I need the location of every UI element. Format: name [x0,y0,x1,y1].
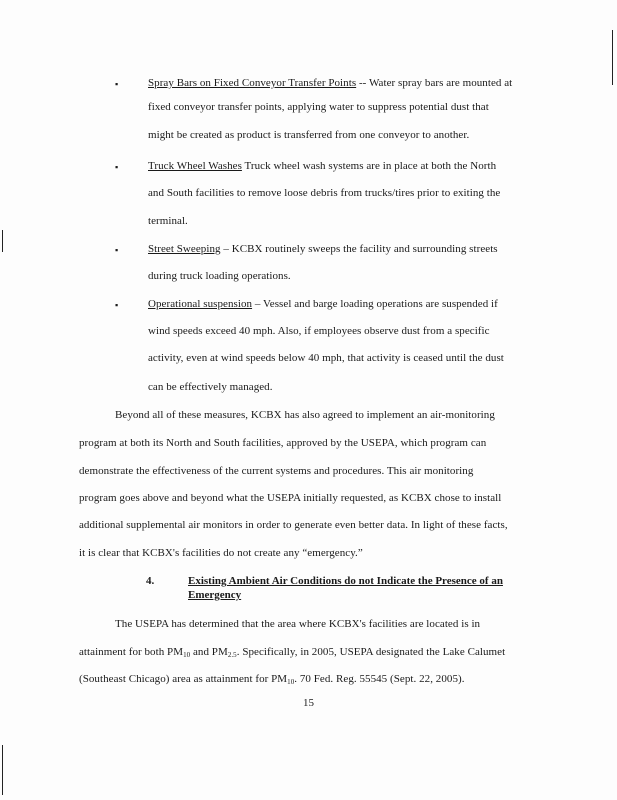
paragraph-line: it is clear that KCBX's facilities do not create any “emergency.” [79,547,363,559]
paragraph-line: The USEPA has determined that the area where KCBX's facilities are located is in [115,618,481,630]
bullet-symbol: ▪ [115,79,119,89]
bullet-line [148,159,496,173]
bullet-line: can be effectively managed. [148,381,273,393]
bullet-title: Operational suspension [148,298,253,310]
text-segment: and PM [190,646,228,658]
bullet-line: fixed conveyor transfer points, applying water to suppress potential dust that [148,101,489,113]
bullet-symbol: ▪ [115,245,119,255]
section-number: 4. [146,575,155,587]
section-title-line-1: Existing Ambient Air Conditions do not Indicate the Presence of an [188,575,503,587]
bullet-line: during truck loading operations. [148,270,291,282]
page-number: 15 [303,697,314,709]
paragraph-line [79,645,505,662]
bullet-line: might be created as product is transferred from one conveyor to another. [148,129,470,141]
bullet-text: -- Water spray bars are mounted at [356,77,513,89]
subscript: 10 [287,678,295,686]
bullet-line: wind speeds exceed 40 mph. Also, if employees observe dust from a specific [148,325,490,337]
bullet-line: and South facilities to remove loose debris from trucks/tires prior to exiting the [148,187,501,199]
bullet-line [148,76,512,90]
text-segment: (Southeast Chicago) area as attainment for PM [79,673,288,685]
paragraph-line: program at both its North and South facilities, approved by the USEPA, which program can [79,437,487,449]
bullet-text: – Vessel and barge loading operations are suspended if [252,298,498,310]
subscript: 2.5 [227,651,237,659]
section-title-line-2: Emergency [188,589,242,601]
bullet-title: Spray Bars on Fixed Conveyor Transfer Points [148,77,357,89]
text-segment: . Specifically, in 2005, USEPA designated the Lake Calumet [236,646,506,658]
bullet-title: Street Sweeping [148,243,221,255]
bullet-line [148,242,498,256]
paragraph-line: additional supplemental air monitors in order to generate even better data. In light of these facts, [79,519,508,531]
paragraph-line: program goes above and beyond what the USEPA initially requested, as KCBX chose to install [79,492,502,504]
bullet-line [148,297,498,311]
scan-edge-mark-left [2,230,3,252]
bullet-title: Truck Wheel Washes [148,160,242,172]
text-segment: attainment for both PM [79,646,184,658]
scan-edge-mark-right [612,30,613,85]
bullet-symbol: ▪ [115,162,119,172]
scan-edge-mark-bottom-left [2,745,3,795]
bullet-line: terminal. [148,215,188,227]
text-segment: . 70 Fed. Reg. 55545 (Sept. 22, 2005). [294,673,465,685]
paragraph-line: Beyond all of these measures, KCBX has also agreed to implement an air-monitoring [115,409,495,421]
bullet-text: Truck wheel wash systems are in place at both the North [241,160,497,172]
bullet-line: activity, even at wind speeds below 40 mph, that activity is ceased until the dust [148,352,504,364]
paragraph-line: demonstrate the effectiveness of the current systems and procedures. This air monitoring [79,465,474,477]
subscript: 10 [183,651,191,659]
bullet-text: – KCBX routinely sweeps the facility and surrounding streets [220,243,498,255]
bullet-symbol: ▪ [115,300,119,310]
paragraph-line [79,672,465,689]
